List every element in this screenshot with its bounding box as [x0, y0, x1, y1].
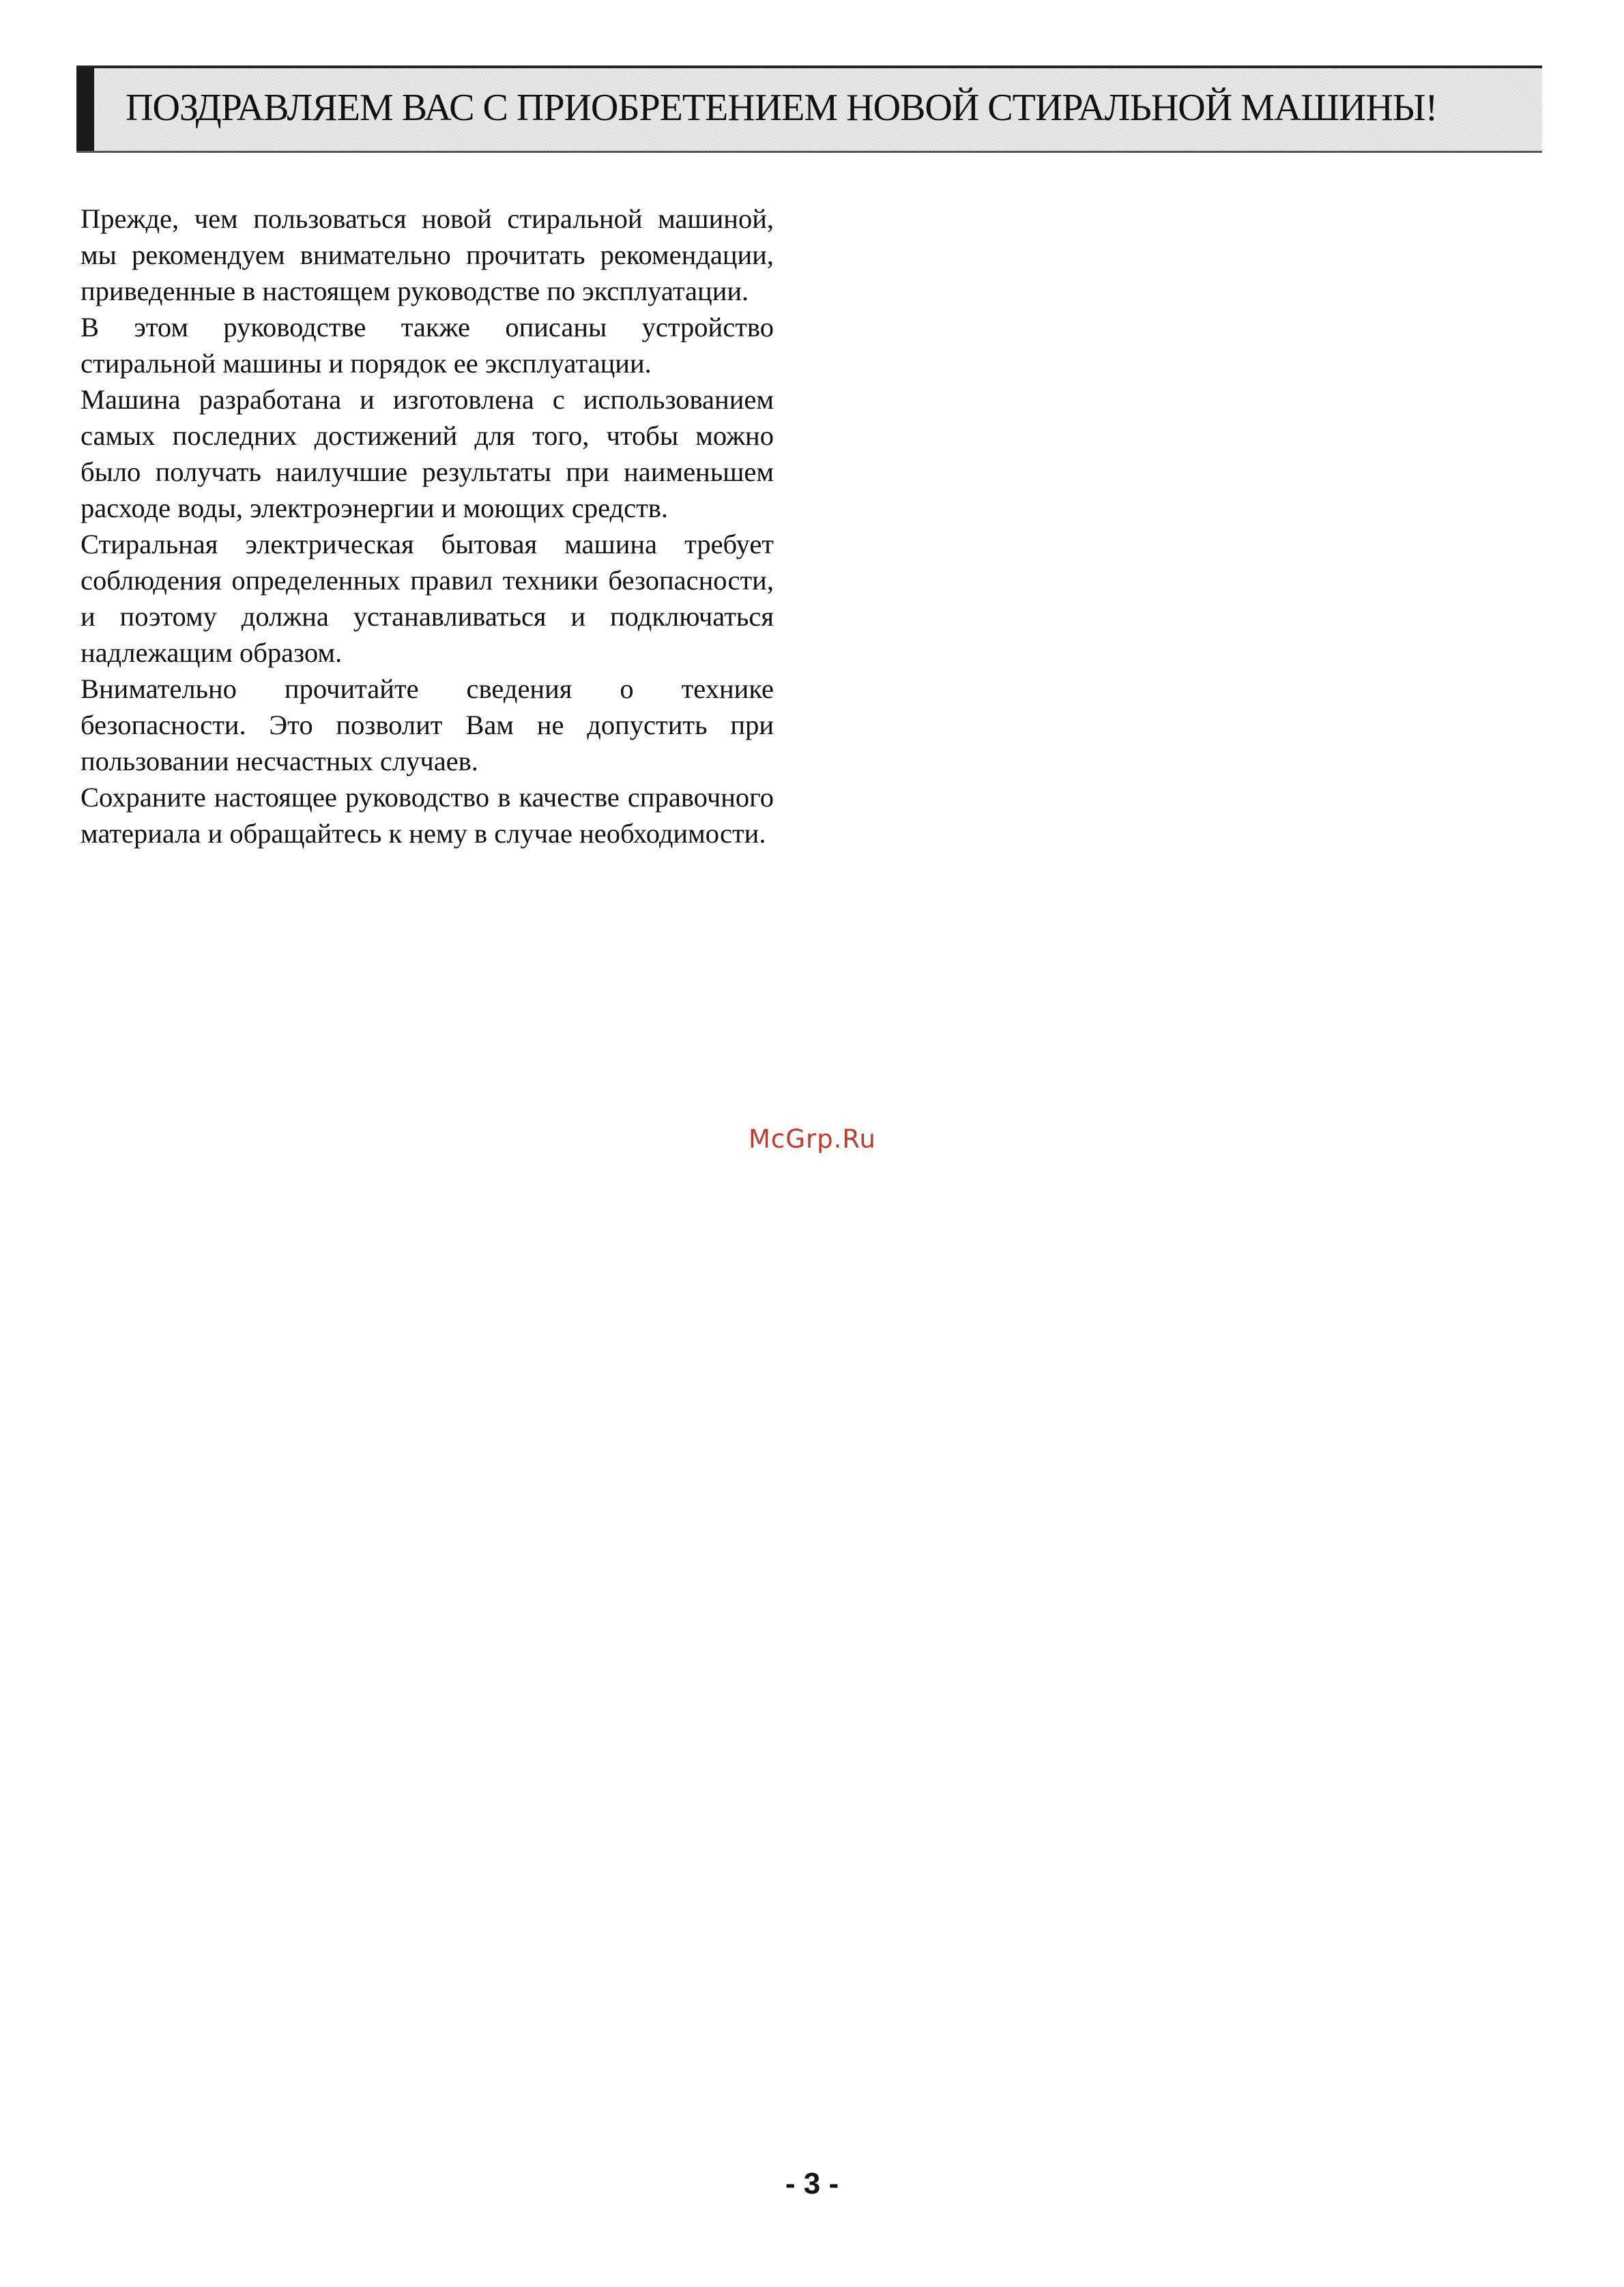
watermark-link[interactable]: McGrp.Ru [749, 1124, 876, 1154]
intro-paragraph-6: Сохраните настоящее руководство в качестве справочного материала и обращайтесь к нему в случае необходимости. [81, 782, 774, 849]
page-title: ПОЗДРАВЛЯЕМ ВАС С ПРИОБРЕТЕНИЕМ НОВОЙ СТИРАЛЬНОЙ МАШИНЫ! [126, 87, 1438, 129]
intro-paragraph-4: Стиральная электрическая бытовая машина требует соблюдения определенных правил техники безопасности, и поэтому должна устанавливаться и подключаться надлежащим образом. [81, 529, 774, 668]
intro-paragraph-1: Прежде, чем пользоваться новой стиральной машиной, мы рекомендуем внимательно прочитать рекомендации, приведенные в настоящем руководстве по эксплуатации. [81, 203, 774, 306]
intro-paragraph-3: Машина разработана и изготовлена с использованием самых последних достижений для того, чтобы можно было получать наилучшие результаты при наименьшем расходе воды, электроэнергии и моющих средств. [81, 384, 774, 523]
page-number: - 3 - [785, 2167, 839, 2200]
section-header [76, 65, 1542, 153]
header-accent-bar [76, 68, 94, 151]
intro-paragraph-2: В этом руководстве также описаны устройство стиральной машины и порядок ее эксплуатации. [81, 312, 774, 379]
intro-text [81, 201, 774, 851]
intro-paragraph-5: Внимательно прочитайте сведения о технике безопасности. Это позволит Вам не допустить при пользовании несчастных случаев. [81, 673, 774, 776]
